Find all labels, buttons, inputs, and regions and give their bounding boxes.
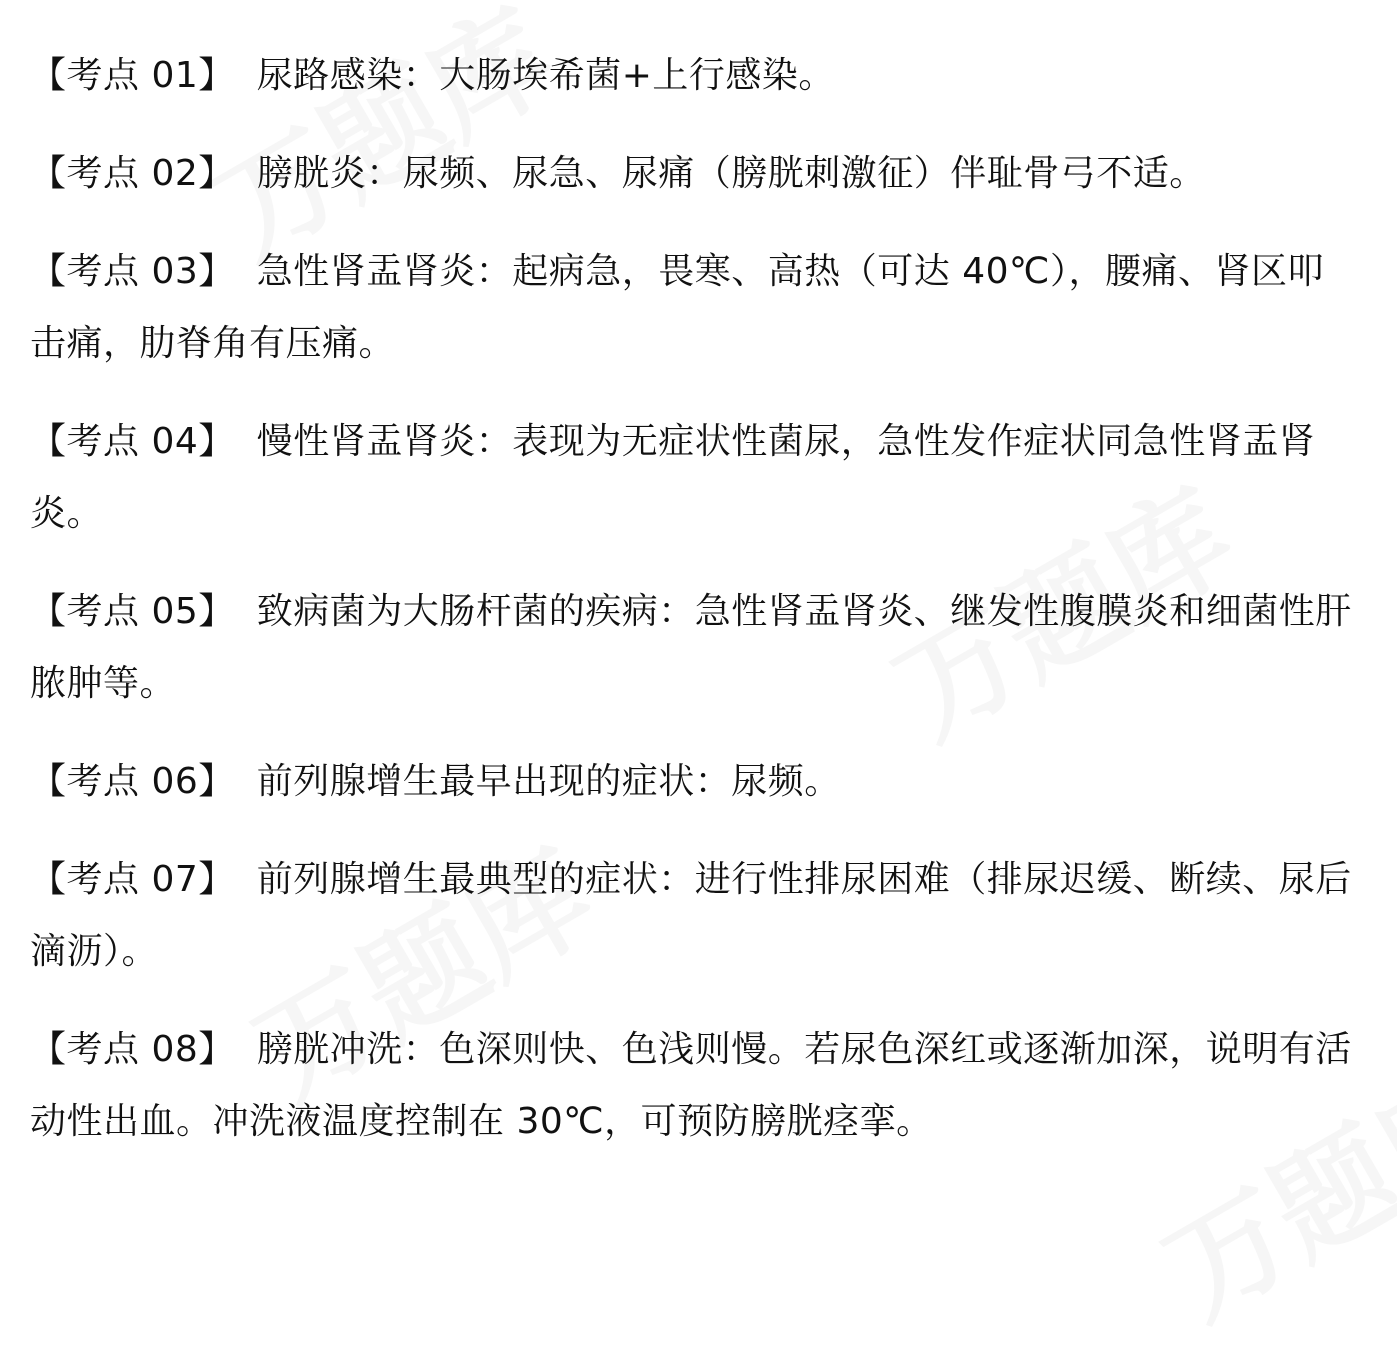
point-text: 膀胱冲洗：色深则快、色浅则慢。若尿色深红或逐渐加深，说明有活动性出血。冲洗液温度控制在 30℃，可预防膀胱痉挛。 [30, 1029, 1352, 1142]
exam-point-02 [30, 138, 1360, 210]
exam-points-list [30, 40, 1360, 1184]
point-label: 【考点 03】 [30, 251, 235, 292]
exam-point-05 [30, 576, 1360, 720]
point-label: 【考点 01】 [30, 55, 235, 96]
point-text: 膀胱炎：尿频、尿急、尿痛（膀胱刺激征）伴耻骨弓不适。 [256, 153, 1206, 194]
exam-point-06 [30, 746, 1360, 818]
exam-point-03 [30, 236, 1360, 380]
point-label: 【考点 02】 [30, 153, 235, 194]
point-label: 【考点 05】 [30, 591, 235, 632]
exam-point-08 [30, 1014, 1360, 1158]
point-text: 急性肾盂肾炎：起病急，畏寒、高热（可达 40℃），腰痛、肾区叩击痛，肋脊角有压痛。 [30, 251, 1324, 364]
exam-point-07 [30, 844, 1360, 988]
point-text: 尿路感染：大肠埃希菌+上行感染。 [256, 55, 835, 96]
point-label: 【考点 07】 [30, 859, 235, 900]
point-text: 慢性肾盂肾炎：表现为无症状性菌尿，急性发作症状同急性肾盂肾炎。 [30, 421, 1316, 534]
point-text: 致病菌为大肠杆菌的疾病：急性肾盂肾炎、继发性腹膜炎和细菌性肝脓肿等。 [30, 591, 1352, 704]
point-text: 前列腺增生最典型的症状：进行性排尿困难（排尿迟缓、断续、尿后滴沥）。 [30, 859, 1352, 972]
point-label: 【考点 08】 [30, 1029, 235, 1070]
point-text: 前列腺增生最早出现的症状：尿频。 [256, 761, 841, 802]
point-label: 【考点 04】 [30, 421, 235, 462]
exam-point-04 [30, 406, 1360, 550]
point-label: 【考点 06】 [30, 761, 235, 802]
exam-point-01 [30, 40, 1360, 112]
